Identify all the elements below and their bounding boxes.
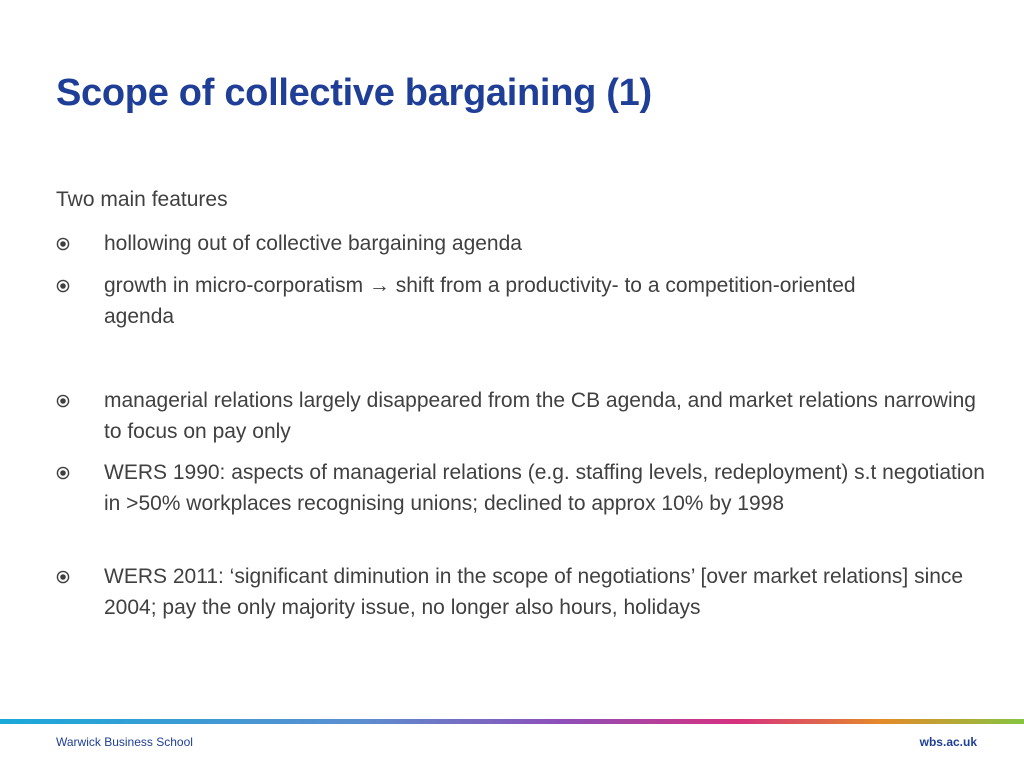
list-item <box>56 270 986 332</box>
footer-organization: Warwick Business School <box>56 735 193 749</box>
intro-text: Two main features <box>56 188 228 211</box>
list-item <box>56 228 986 259</box>
circled-dot-icon <box>56 228 104 259</box>
circled-dot-icon <box>56 561 104 592</box>
bullet-text: WERS 2011: ‘significant diminution in the scope of negotiations’ [over market relations] since 2004; pay the only majority issue, no longer also hours, holidays <box>104 565 964 619</box>
circled-dot-icon <box>56 457 104 488</box>
footer-website: wbs.ac.uk <box>919 735 977 749</box>
list-item <box>56 561 986 623</box>
bullet-text: managerial relations largely disappeared from the CB agenda, and market relations narrowing to focus on pay only <box>104 389 976 443</box>
list-item <box>56 385 986 447</box>
circled-dot-icon <box>56 270 104 301</box>
list-item <box>56 457 986 519</box>
slide-title: Scope of collective bargaining (1) <box>56 72 652 114</box>
bullet-text: growth in micro-corporatism → shift from a productivity- to a competition-oriented agenda <box>104 274 856 328</box>
circled-dot-icon <box>56 385 104 416</box>
bullet-text: WERS 1990: aspects of managerial relations (e.g. staffing levels, redeployment) s.t negotiation in >50% workplaces recognising unions; declined to approx 10% by 1998 <box>104 461 985 515</box>
footer-gradient-bar <box>0 719 1024 724</box>
bullet-text: hollowing out of collective bargaining agenda <box>104 232 522 255</box>
